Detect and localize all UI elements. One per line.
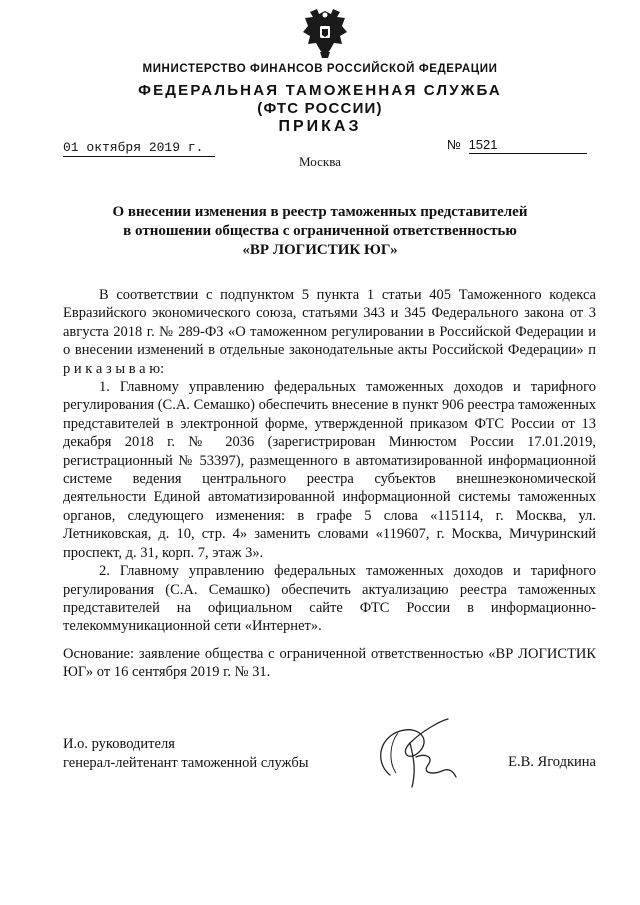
title-line: О внесении изменения в реестр таможенных представителей <box>112 204 528 220</box>
order-body <box>63 286 596 636</box>
title-line: в отношении общества с ограниченной ответственностью <box>123 223 517 239</box>
service-abbreviation: (ФТС РОССИИ) <box>257 100 383 117</box>
signatory-position <box>63 735 309 773</box>
city: Москва <box>299 154 341 169</box>
preamble-paragraph: В соответствии с подпунктом 5 пункта 1 статьи 405 Таможенного кодекса Евразийского экономического союза, статьями 343 и 345 Федерального закона от 3 августа 2018 г. № 289-ФЗ «О таможенном регулировании в Российской Федерации и о внесении изменений в отдельные законодательные акты Российской Федерации» п р и к а з ы в а ю: <box>63 287 596 377</box>
basis-section <box>63 645 596 682</box>
order-number-block <box>447 137 595 154</box>
order-number: 1521 <box>469 137 587 154</box>
state-emblem-icon <box>300 6 350 60</box>
order-title <box>80 203 560 260</box>
document-type: ПРИКАЗ <box>278 118 362 135</box>
title-line: «ВР ЛОГИСТИК ЮГ» <box>242 242 398 258</box>
service-name: ФЕДЕРАЛЬНАЯ ТАМОЖЕННАЯ СЛУЖБА <box>138 82 502 99</box>
order-date: 01 октября 2019 г. <box>63 140 215 157</box>
clause-1-paragraph: 1. Главному управлению федеральных таможенных доходов и тарифного регулирования (С.А. Семашко) обеспечить внесение в пункт 906 реестра таможенных представителей в электронной форме, утвержденной приказом ФТС России от 13 декабря 2018 г. № 2036 (зарегистрирован Минюстом России 17.01.2019, регистрационный № 53397), размещенного в автоматизированной информационной системе ведения центрального реестра субъектов внешнеэкономической деятельности Единой автоматизированной информационной системы таможенных органов, следующего изменения: в графе 5 слова «115114, г. Москва, ул. Летниковская, д. 10, стр. 4» заменить словами «119607, г. Москва, Мичуринский проспект, д. 31, корп. 7, этаж 3». <box>63 379 596 561</box>
position-line: генерал-лейтенант таможенной службы <box>63 755 309 771</box>
handwritten-signature <box>370 713 460 793</box>
signatory-name: Е.В. Ягодкина <box>508 754 596 770</box>
position-line: И.о. руководителя <box>63 736 175 752</box>
ministry-name: МИНИСТЕРСТВО ФИНАНСОВ РОССИЙСКОЙ ФЕДЕРАЦИИ <box>142 63 498 75</box>
number-sign: № <box>447 137 461 152</box>
clause-2-paragraph: 2. Главному управлению федеральных таможенных доходов и тарифного регулирования (С.А. Семашко) обеспечить актуализацию реестра таможенных представителей на официальном сайте ФТС России в информационно-телекоммуникационной сети «Интернет». <box>63 563 596 635</box>
basis-text: Основание: заявление общества с ограниченной ответственностью «ВР ЛОГИСТИК ЮГ» от 16 сентября 2019 г. № 31. <box>63 646 596 681</box>
